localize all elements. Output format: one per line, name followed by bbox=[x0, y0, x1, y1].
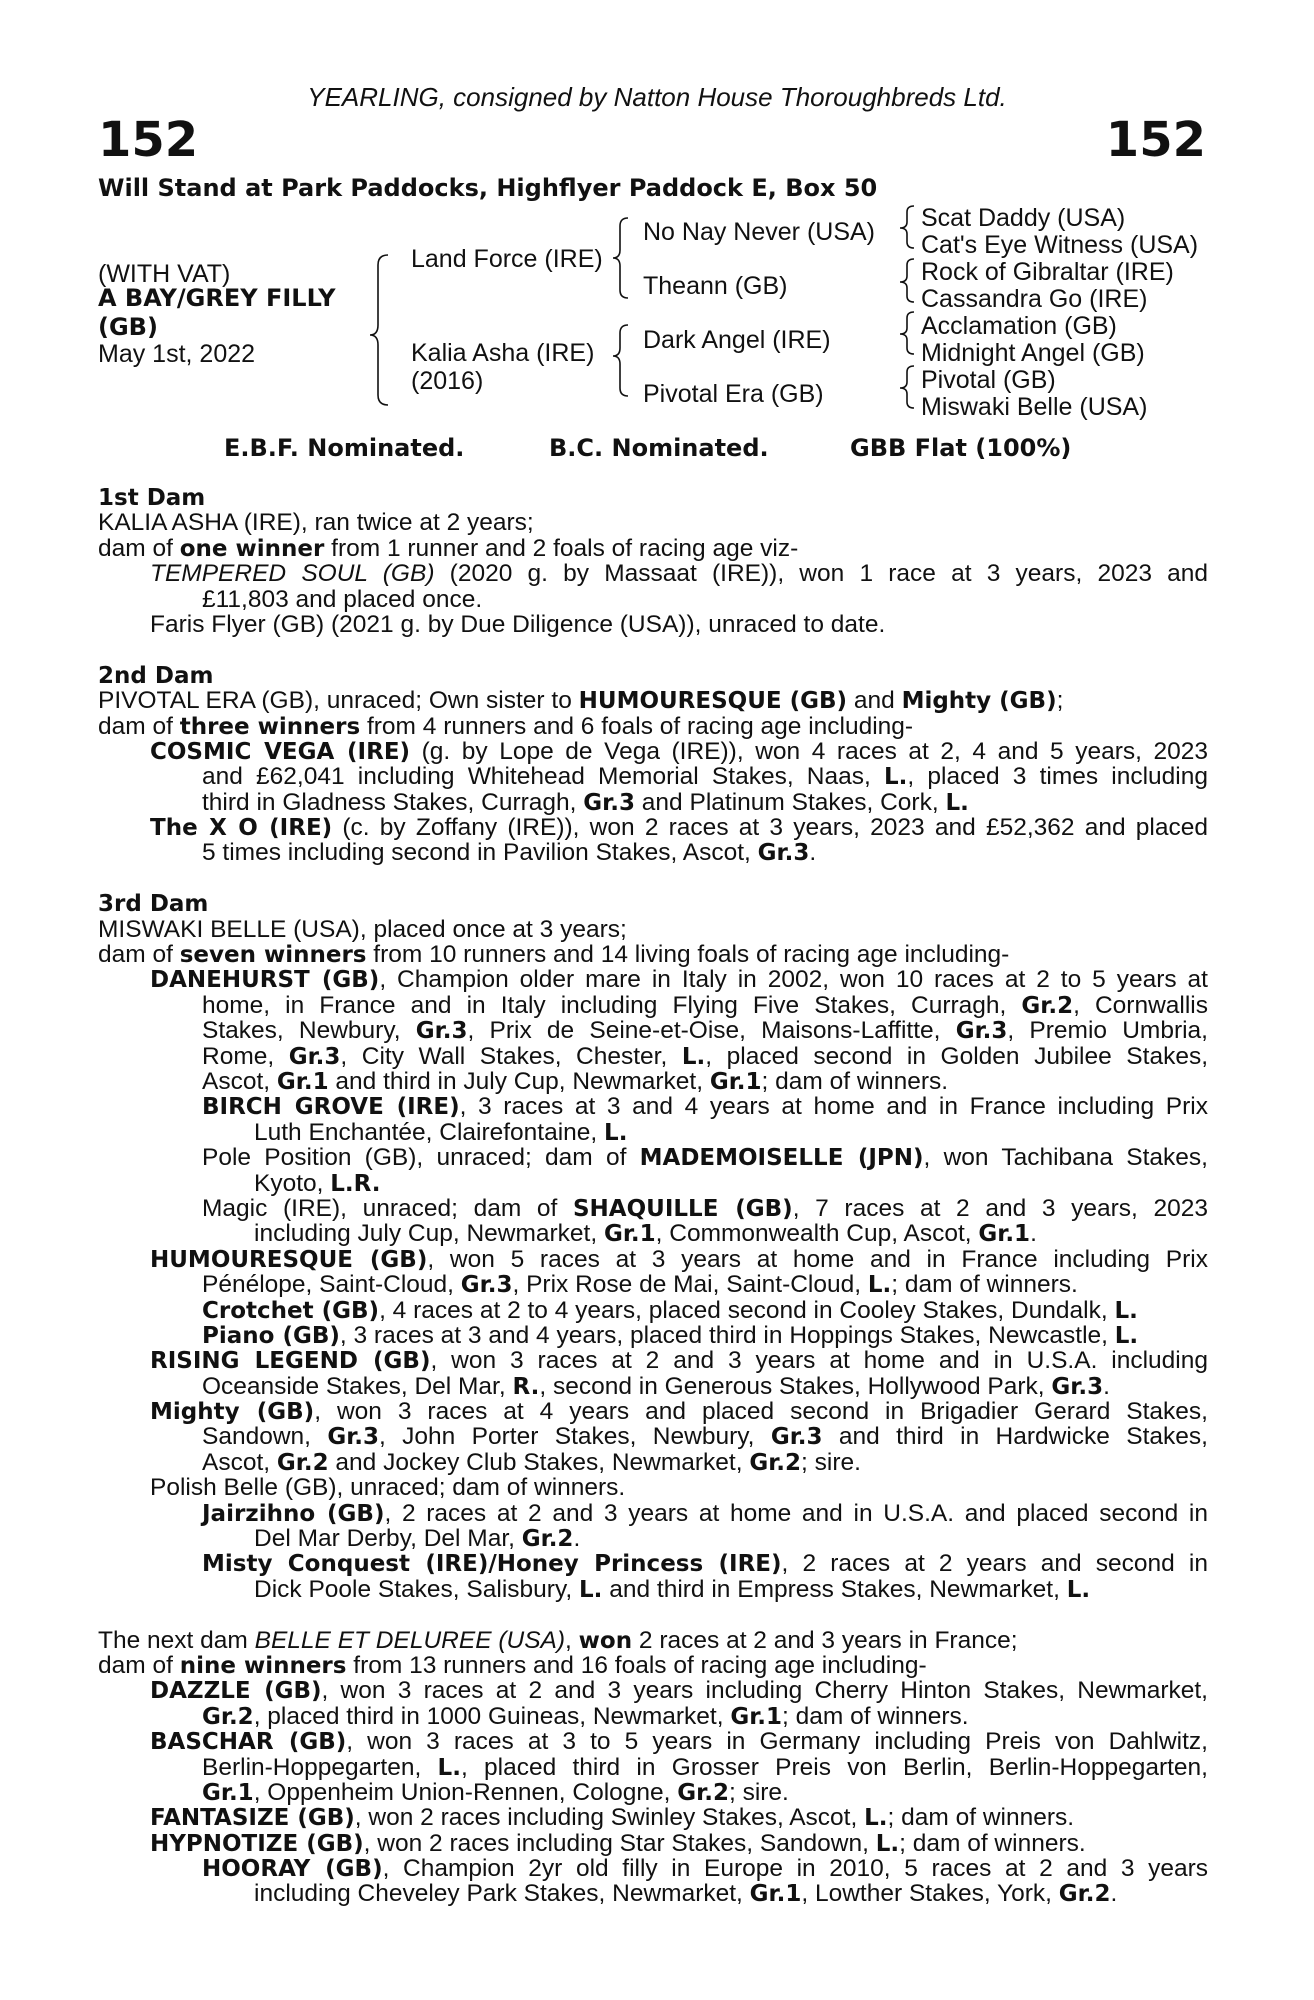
plain-text: dam of bbox=[98, 1651, 180, 1679]
plain-text: . bbox=[1110, 1880, 1118, 1908]
plain-text: (c. by Zoffany (IRE)), won 2 races at 3 years, 2023 and £52,362 and placed bbox=[332, 815, 1208, 841]
plain-text: , 3 races at 3 and 4 years at home and in France including Prix bbox=[459, 1094, 1208, 1120]
bold-text: won bbox=[578, 1627, 633, 1654]
bold-text: Gr.2 bbox=[749, 1449, 802, 1476]
bold-text: Mighty (GB) bbox=[150, 1399, 315, 1425]
plain-text: Ascot, bbox=[202, 1067, 277, 1095]
bold-text: Gr.1 bbox=[730, 1703, 783, 1730]
plain-text: (2020 g. by Massaat (IRE)), won 1 race at 3 years, 2023 and bbox=[434, 561, 1208, 587]
plain-text: , placed third in 1000 Guineas, Newmarket, bbox=[253, 1702, 731, 1730]
bold-text: three winners bbox=[179, 713, 361, 740]
text-line bbox=[98, 1399, 1208, 1424]
plain-text: and third in Empress Stakes, Newmarket, bbox=[602, 1575, 1067, 1603]
plain-text: ; sire. bbox=[728, 1778, 789, 1806]
bold-text: Gr.2 bbox=[1058, 1881, 1111, 1908]
plain-text: Pole Position (GB), unraced; dam of bbox=[202, 1145, 640, 1171]
plain-text: and £62,041 including Whitehead Memorial Stakes, Naas, bbox=[202, 764, 884, 790]
brace-dd bbox=[900, 366, 914, 408]
brace-sd bbox=[900, 259, 914, 302]
plain-text: , 3 races at 3 and 4 years, placed third in Hoppings Stakes, Newcastle, bbox=[339, 1321, 1115, 1349]
plain-text: Luth Enchantée, Clairefontaine, bbox=[254, 1118, 605, 1146]
bold-text: HOORAY (GB) bbox=[202, 1856, 383, 1882]
plain-text: Del Mar Derby, Del Mar, bbox=[254, 1525, 522, 1553]
stand-location: Will Stand at Park Paddocks, Highflyer Paddock E, Box 50 bbox=[98, 174, 878, 202]
ebf-nomination: E.B.F. Nominated. bbox=[224, 434, 465, 462]
plain-text: Pénélope, Saint-Cloud, bbox=[202, 1271, 461, 1299]
plain-text: , placed third in Grosser Preis von Berlin, Berlin-Hoppegarten, bbox=[460, 1754, 1208, 1780]
bold-text: L. bbox=[1066, 1576, 1091, 1603]
bold-text: Gr.1 bbox=[978, 1221, 1031, 1248]
bold-text: Gr.1 bbox=[276, 1068, 329, 1095]
plain-text: 5 times including second in Pavilion Stakes, Ascot, bbox=[202, 839, 758, 867]
plain-text: 2 races at 2 and 3 years in France; bbox=[632, 1626, 1018, 1654]
plain-text: ; dam of winners. bbox=[782, 1702, 969, 1730]
text-line bbox=[98, 790, 1208, 815]
text-line bbox=[98, 1247, 1208, 1272]
bold-text: RISING LEGEND (GB) bbox=[150, 1348, 431, 1374]
text-line bbox=[98, 688, 1208, 713]
plain-text: . bbox=[1103, 1372, 1110, 1400]
plain-text: , won 3 races at 2 and 3 years including Cherry Hinton Stakes, Newmarket, bbox=[321, 1678, 1208, 1704]
plain-text: and third in Hardwicke Stakes, bbox=[822, 1424, 1208, 1450]
plain-text: The next dam bbox=[98, 1626, 255, 1654]
text-line bbox=[98, 714, 1208, 739]
brace-dam bbox=[613, 325, 628, 396]
bold-text: L. bbox=[875, 1830, 900, 1857]
bold-text: DAZZLE (GB) bbox=[150, 1678, 322, 1704]
dam-dam: Pivotal Era (GB) bbox=[643, 380, 824, 408]
plain-text: from 10 runners and 14 living foals of racing age including- bbox=[366, 941, 1010, 969]
plain-text: . bbox=[1030, 1220, 1037, 1248]
plain-text: dam of bbox=[98, 712, 180, 740]
text-line bbox=[98, 1272, 1208, 1297]
text-line bbox=[98, 1221, 1208, 1246]
plain-text: Stakes, Newbury, bbox=[202, 1018, 416, 1044]
bold-text: Gr.1 bbox=[202, 1779, 254, 1806]
bold-text: HUMOURESQUE (GB) bbox=[150, 1246, 428, 1273]
text-line bbox=[98, 1044, 1208, 1069]
plain-text: from 4 runners and 6 foals of racing age including- bbox=[360, 712, 914, 740]
text-line bbox=[98, 1018, 1208, 1043]
bold-text: L. bbox=[867, 1272, 892, 1299]
plain-text: dam of bbox=[98, 534, 180, 562]
text-line bbox=[98, 1171, 1208, 1196]
text-line bbox=[98, 1069, 1208, 1094]
bold-text: L. bbox=[864, 1805, 888, 1832]
bold-text: Gr.2 bbox=[521, 1526, 574, 1553]
plain-text: , Champion older mare in Italy in 2002, won 10 races at 2 to 5 years at bbox=[379, 967, 1208, 993]
text-line bbox=[98, 1145, 1208, 1170]
bold-text: L. bbox=[1114, 1322, 1139, 1349]
plain-text: £11,803 and placed once. bbox=[202, 585, 483, 613]
text-line bbox=[98, 1704, 1208, 1729]
bold-text: Jairzihno (GB) bbox=[202, 1500, 385, 1527]
bold-text: Gr.3 bbox=[327, 1424, 380, 1450]
bold-text: 1st Dam bbox=[98, 485, 206, 511]
plain-text: ; dam of winners. bbox=[891, 1271, 1078, 1299]
plain-text: Rome, bbox=[202, 1043, 289, 1069]
text-line bbox=[98, 1678, 1208, 1703]
text-line bbox=[98, 1577, 1208, 1602]
plain-text: including July Cup, Newmarket, bbox=[254, 1220, 604, 1248]
dam-dam-sire: Pivotal (GB) bbox=[921, 366, 1056, 394]
plain-text: , won 2 races including Swinley Stakes, Ascot, bbox=[354, 1804, 865, 1832]
vat-note: (WITH VAT) bbox=[98, 260, 231, 288]
consignment-line: YEARLING, consigned by Natton House Thoroughbreds Ltd. bbox=[307, 82, 1007, 112]
text-line bbox=[98, 1501, 1208, 1526]
plain-text: , won 3 races at 2 and 3 years at home and in U.S.A. including bbox=[430, 1348, 1208, 1374]
lot-number-left: 152 bbox=[98, 112, 199, 168]
bold-text: Misty Conquest (IRE)/Honey Princess (IRE) bbox=[202, 1551, 782, 1577]
section-heading bbox=[98, 663, 1208, 688]
bold-text: nine winners bbox=[179, 1652, 347, 1679]
text-line bbox=[98, 1348, 1208, 1373]
bold-text: HYPNOTIZE (GB) bbox=[150, 1830, 364, 1857]
bold-text: Gr.3 bbox=[770, 1424, 823, 1450]
bold-text: Gr.3 bbox=[1051, 1373, 1104, 1400]
plain-text: , won 5 races at 3 years at home and in France including Prix bbox=[427, 1246, 1208, 1273]
dam-sire: Dark Angel (IRE) bbox=[643, 326, 831, 354]
plain-text: , placed second in Golden Jubilee Stakes, bbox=[705, 1043, 1208, 1069]
bold-text: Gr.3 bbox=[288, 1043, 341, 1069]
plain-text: , second in Generous Stakes, Hollywood Park, bbox=[539, 1372, 1052, 1400]
text-line bbox=[98, 917, 1208, 942]
plain-text: home, in France and in Italy including Flying Five Stakes, Curragh, bbox=[202, 992, 1022, 1019]
bold-text: DANEHURST (GB) bbox=[150, 967, 380, 993]
text-line bbox=[98, 612, 1208, 637]
plain-text: ; dam of winners. bbox=[899, 1829, 1086, 1857]
plain-text: , Oppenheim Union-Rennen, Cologne, bbox=[253, 1778, 678, 1806]
bold-text: BIRCH GROVE (IRE) bbox=[202, 1094, 460, 1120]
bold-text: Gr.3 bbox=[757, 840, 810, 867]
bold-text: 3rd Dam bbox=[98, 891, 209, 918]
plain-text: ; dam of winners. bbox=[761, 1067, 949, 1095]
plain-text: , John Porter Stakes, Newbury, bbox=[379, 1424, 771, 1450]
plain-text: , won 2 races including Star Stakes, Sandown, bbox=[363, 1829, 876, 1857]
brace-ds bbox=[900, 312, 914, 354]
bold-text: The X O (IRE) bbox=[150, 815, 333, 841]
text-line bbox=[98, 1755, 1208, 1780]
lot-number-right: 152 bbox=[1105, 112, 1206, 168]
text-line bbox=[98, 1298, 1208, 1323]
plain-text: ; sire. bbox=[801, 1448, 861, 1476]
bold-text: Gr.3 bbox=[415, 1018, 468, 1044]
plain-text: Dick Poole Stakes, Salisbury, bbox=[254, 1575, 579, 1603]
text-line bbox=[98, 1856, 1208, 1881]
sire-sire-dam: Cat's Eye Witness (USA) bbox=[921, 231, 1199, 259]
dam-sire-sire: Acclamation (GB) bbox=[921, 312, 1117, 340]
brace-ss bbox=[900, 206, 914, 248]
bold-text: L. bbox=[945, 789, 969, 816]
plain-text: , Lowther Stakes, York, bbox=[801, 1880, 1059, 1908]
bold-text: MADEMOISELLE (JPN) bbox=[639, 1145, 924, 1171]
plain-text: , bbox=[565, 1626, 579, 1654]
plain-text: Oceanside Stakes, Del Mar, bbox=[202, 1372, 513, 1400]
plain-text: third in Gladness Stakes, Curragh, bbox=[202, 788, 584, 816]
plain-text: PIVOTAL ERA (GB), unraced; Own sister to bbox=[98, 687, 579, 715]
plain-text: from 13 runners and 16 foals of racing age including- bbox=[346, 1651, 927, 1679]
plain-text: Sandown, bbox=[202, 1424, 328, 1450]
text-line bbox=[98, 942, 1208, 967]
brace-gen1 bbox=[370, 255, 388, 405]
text-line bbox=[98, 1628, 1208, 1653]
brace-sire bbox=[613, 218, 628, 298]
bold-text: Gr.1 bbox=[603, 1221, 656, 1248]
bold-text: Gr.1 bbox=[709, 1068, 762, 1095]
text-line bbox=[98, 1805, 1208, 1830]
dam-year: (2016) bbox=[411, 367, 484, 395]
pedigree-details bbox=[98, 485, 1208, 1907]
plain-text: , placed 3 times including bbox=[907, 764, 1208, 790]
text-line bbox=[98, 1475, 1208, 1500]
text-line bbox=[98, 1120, 1208, 1145]
plain-text: , Premio Umbria, bbox=[1007, 1018, 1208, 1044]
text-line bbox=[98, 993, 1208, 1018]
section-heading bbox=[98, 485, 1208, 510]
bold-text: Gr.2 bbox=[202, 1703, 254, 1730]
bold-text: Gr.3 bbox=[583, 789, 635, 816]
bold-text: R. bbox=[512, 1373, 540, 1400]
text-line bbox=[98, 1374, 1208, 1399]
section-heading bbox=[98, 891, 1208, 916]
text-line bbox=[98, 1551, 1208, 1576]
plain-text: Berlin-Hoppegarten, bbox=[202, 1754, 438, 1780]
plain-text: . bbox=[809, 839, 817, 867]
horse-description: A BAY/GREY FILLY bbox=[98, 284, 336, 312]
sire-dam: Theann (GB) bbox=[643, 272, 788, 300]
bold-text: L. bbox=[1114, 1297, 1138, 1324]
text-line bbox=[98, 561, 1208, 586]
text-line bbox=[98, 1450, 1208, 1475]
dam-sire-dam: Midnight Angel (GB) bbox=[921, 339, 1145, 367]
italic-text: TEMPERED SOUL (GB) bbox=[150, 561, 435, 587]
plain-text: , won Tachibana Stakes, bbox=[923, 1145, 1208, 1171]
sire-dam-sire: Rock of Gibraltar (IRE) bbox=[921, 258, 1174, 286]
plain-text: from 1 runner and 2 foals of racing age viz- bbox=[324, 534, 799, 562]
plain-text: Polish Belle (GB), unraced; dam of winners. bbox=[150, 1474, 626, 1502]
bold-text: seven winners bbox=[179, 942, 367, 969]
bold-text: one winner bbox=[179, 535, 325, 562]
text-line bbox=[98, 1526, 1208, 1551]
plain-text: , 2 races at 2 and 3 years at home and in U.S.A. and placed second in bbox=[384, 1500, 1208, 1527]
plain-text: , 7 races at 2 and 3 years, 2023 bbox=[792, 1195, 1208, 1222]
plain-text: and third in July Cup, Newmarket, bbox=[328, 1067, 710, 1095]
text-line bbox=[98, 1780, 1208, 1805]
bold-text: Piano (GB) bbox=[202, 1322, 340, 1349]
bold-text: Gr.3 bbox=[460, 1272, 513, 1299]
plain-text: Magic (IRE), unraced; dam of bbox=[202, 1195, 573, 1222]
bold-text: Gr.2 bbox=[677, 1779, 729, 1806]
plain-text: and bbox=[847, 687, 902, 715]
bold-text: L. bbox=[681, 1043, 706, 1069]
paragraph-gap bbox=[98, 1602, 1208, 1627]
bold-text: L. bbox=[884, 764, 908, 790]
text-line bbox=[98, 536, 1208, 561]
plain-text: ; bbox=[1056, 687, 1064, 715]
plain-text: , won 3 races at 4 years and placed second in Brigadier Gerard Stakes, bbox=[314, 1399, 1208, 1425]
bold-text: Gr.1 bbox=[749, 1881, 802, 1908]
bold-text: L. bbox=[604, 1119, 628, 1146]
text-line bbox=[98, 967, 1208, 992]
plain-text: , Commonwealth Cup, Ascot, bbox=[655, 1220, 979, 1248]
bold-text: Gr.2 bbox=[1021, 992, 1074, 1019]
dam-name: Kalia Asha (IRE) bbox=[411, 339, 595, 367]
paragraph-gap bbox=[98, 637, 1208, 662]
bold-text: SHAQUILLE (GB) bbox=[572, 1195, 793, 1222]
text-line bbox=[98, 815, 1208, 840]
bold-text: COSMIC VEGA (IRE) bbox=[150, 738, 411, 765]
bold-text: FANTASIZE (GB) bbox=[150, 1805, 355, 1832]
text-line bbox=[98, 1094, 1208, 1119]
plain-text: , Champion 2yr old filly in Europe in 2010, 5 races at 2 and 3 years bbox=[382, 1856, 1208, 1882]
text-line bbox=[98, 840, 1208, 865]
text-line bbox=[98, 739, 1208, 764]
sire-dam-dam: Cassandra Go (IRE) bbox=[921, 285, 1148, 313]
dam-dam-dam: Miswaki Belle (USA) bbox=[921, 393, 1148, 421]
plain-text: , Prix Rose de Mai, Saint-Cloud, bbox=[512, 1271, 868, 1299]
text-line bbox=[98, 1653, 1208, 1678]
text-line bbox=[98, 587, 1208, 612]
text-line bbox=[98, 1323, 1208, 1348]
plain-text: Ascot, bbox=[202, 1448, 277, 1476]
foaling-date: May 1st, 2022 bbox=[98, 340, 256, 368]
bold-text: HUMOURESQUE (GB) bbox=[578, 688, 848, 715]
bold-text: Crotchet (GB) bbox=[202, 1297, 380, 1324]
plain-text: and Jockey Club Stakes, Newmarket, bbox=[328, 1448, 750, 1476]
plain-text: (g. by Lope de Vega (IRE)), won 4 races at 2, 4 and 5 years, 2023 bbox=[410, 738, 1208, 765]
plain-text: MISWAKI BELLE (USA), placed once at 3 years; bbox=[98, 915, 627, 943]
plain-text: KALIA ASHA (IRE), ran twice at 2 years; bbox=[98, 509, 534, 537]
plain-text: dam of bbox=[98, 941, 180, 969]
bold-text: Gr.3 bbox=[955, 1018, 1008, 1044]
text-line bbox=[98, 1831, 1208, 1856]
text-line bbox=[98, 1729, 1208, 1754]
text-line bbox=[98, 764, 1208, 789]
text-line bbox=[98, 1424, 1208, 1449]
sire-sire-sire: Scat Daddy (USA) bbox=[921, 204, 1126, 232]
plain-text: Kyoto, bbox=[254, 1169, 331, 1197]
plain-text: , 2 races at 2 years and second in bbox=[781, 1551, 1208, 1577]
bc-nomination: B.C. Nominated. bbox=[549, 434, 769, 462]
bold-text: Mighty (GB) bbox=[901, 688, 1057, 715]
bold-text: BASCHAR (GB) bbox=[150, 1729, 347, 1755]
bold-text: 2nd Dam bbox=[98, 662, 214, 689]
paragraph-gap bbox=[98, 866, 1208, 891]
sire-name: Land Force (IRE) bbox=[411, 245, 603, 273]
plain-text: , Prix de Seine-et-Oise, Maisons-Laffitte, bbox=[467, 1018, 956, 1044]
italic-text: BELLE ET DELUREE (USA) bbox=[254, 1626, 566, 1654]
bold-text: L.R. bbox=[330, 1170, 381, 1197]
sire-sire: No Nay Never (USA) bbox=[643, 218, 875, 246]
plain-text: , 4 races at 2 to 4 years, placed second in Cooley Stakes, Dundalk, bbox=[379, 1296, 1115, 1324]
plain-text: ; dam of winners. bbox=[887, 1804, 1075, 1832]
text-line bbox=[98, 1196, 1208, 1221]
bold-text: L. bbox=[437, 1754, 461, 1780]
plain-text: including Cheveley Park Stakes, Newmarket, bbox=[254, 1880, 750, 1908]
text-line bbox=[98, 510, 1208, 535]
gbb-status: GBB Flat (100%) bbox=[850, 434, 1072, 462]
plain-text: , won 3 races at 3 to 5 years in Germany including Preis von Dahlwitz, bbox=[346, 1729, 1208, 1755]
bold-text: Gr.2 bbox=[276, 1449, 329, 1476]
bold-text: L. bbox=[578, 1576, 603, 1603]
plain-text: and Platinum Stakes, Cork, bbox=[634, 788, 946, 816]
plain-text: Faris Flyer (GB) (2021 g. by Due Diligence (USA)), unraced to date. bbox=[150, 610, 886, 638]
plain-text: , City Wall Stakes, Chester, bbox=[340, 1043, 682, 1069]
plain-text: , Cornwallis bbox=[1073, 992, 1208, 1019]
horse-origin: (GB) bbox=[98, 313, 158, 341]
text-line bbox=[98, 1881, 1208, 1906]
plain-text: . bbox=[573, 1525, 581, 1553]
